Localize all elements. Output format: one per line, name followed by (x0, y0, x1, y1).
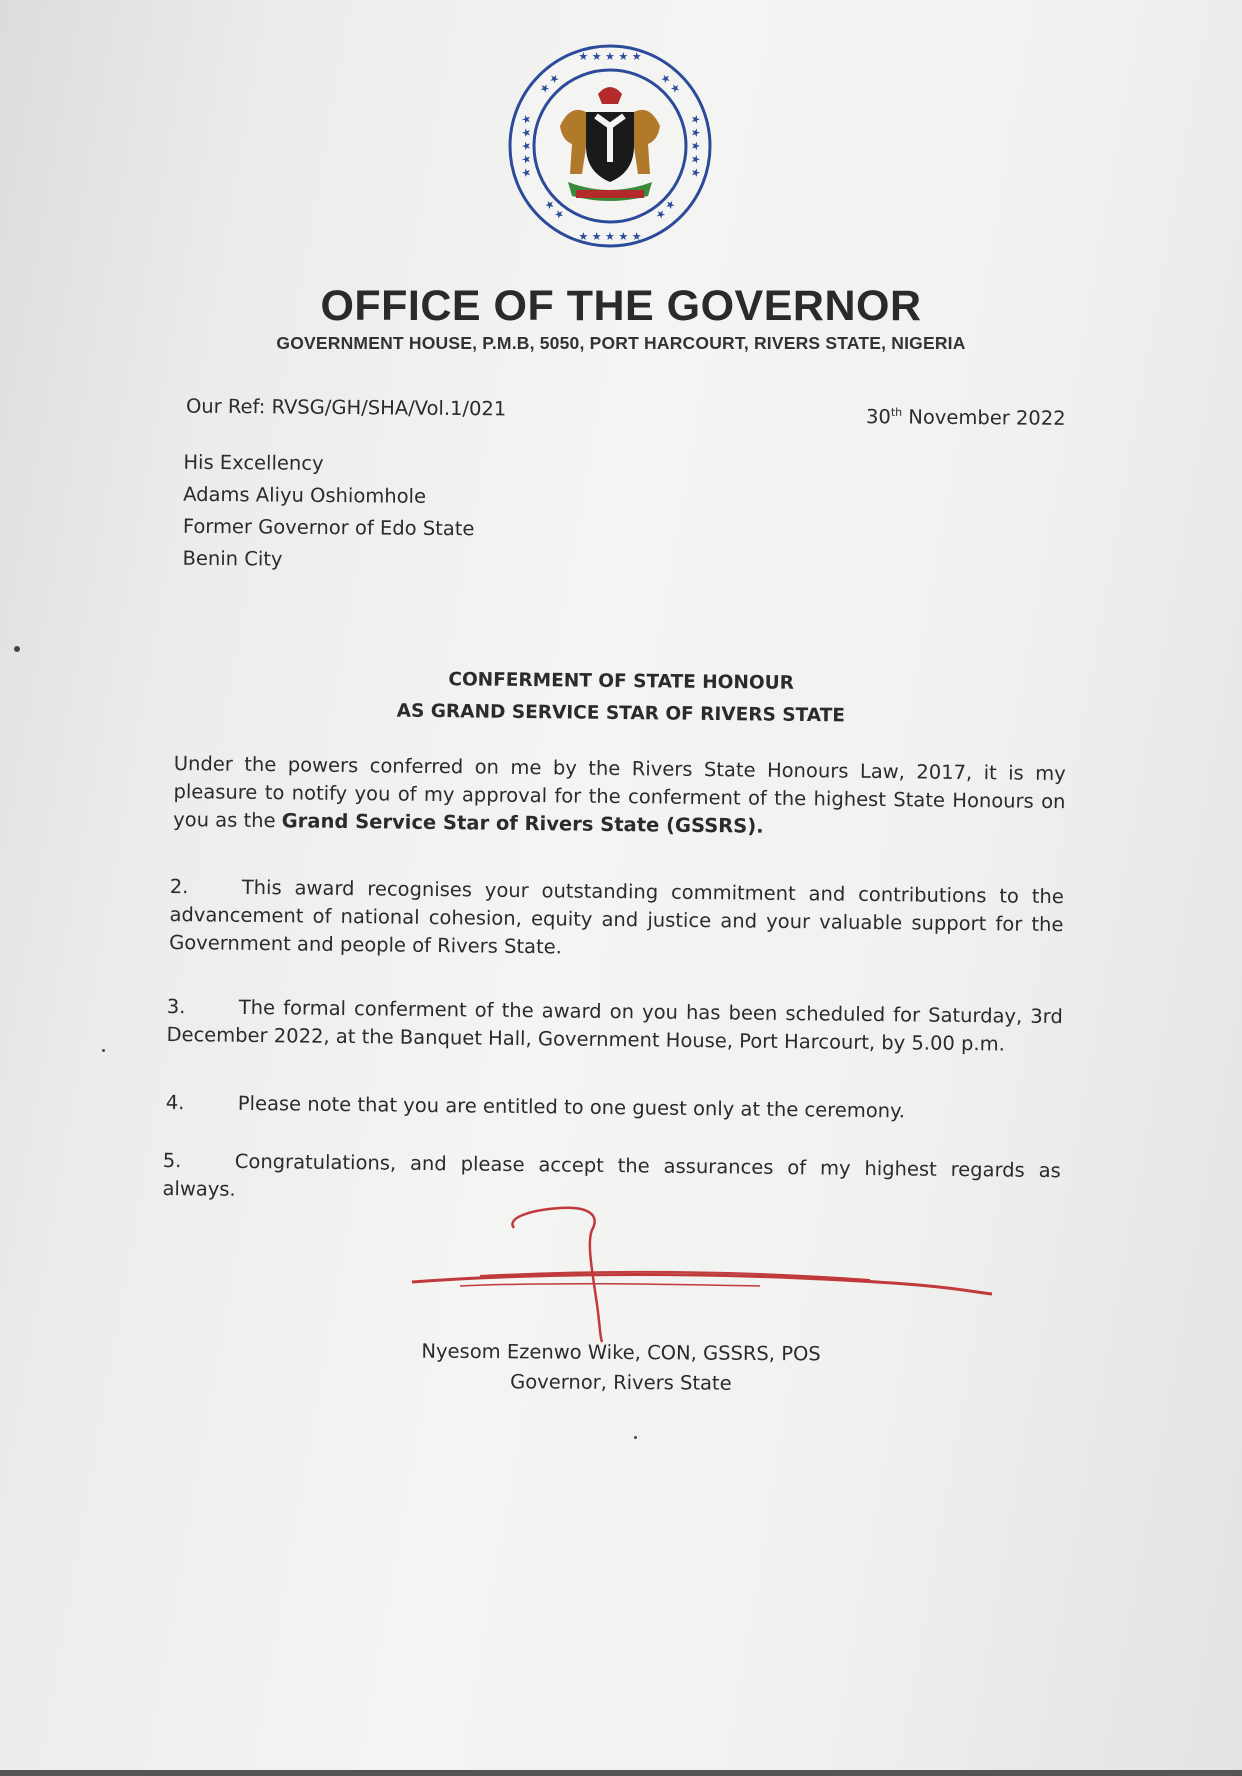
svg-text:★ ★ ★ ★ ★: ★ ★ ★ ★ ★ (520, 114, 533, 178)
handwritten-signature (400, 1190, 1000, 1350)
office-address: GOVERNMENT HOUSE, P.M.B, 5050, PORT HARCOURT, RIVERS STATE, NIGERIA (276, 333, 966, 353)
recipient-line: Benin City (182, 546, 283, 571)
coat-of-arms-seal-icon (506, 42, 714, 250)
svg-text:★ ★: ★ ★ (541, 196, 568, 223)
paragraph-2: 2. This award recognises your outstanding commitment and contributions to the advancement of national cohesion, equity and justice and your valuable support for the Government and people of Rivers State. (169, 874, 1064, 959)
office-title: OFFICE OF THE GOVERNOR (320, 282, 922, 330)
svg-text:★ ★: ★ ★ (536, 70, 563, 97)
svg-text:★ ★: ★ ★ (652, 196, 679, 223)
subject-line-1: CONFERMENT OF STATE HONOUR (448, 669, 795, 694)
paragraph-5: 5. Congratulations, and please accept the assurances of my highest regards as always. (162, 1148, 1061, 1201)
signatory-block (0, 1334, 1242, 1403)
paragraph-4: 4. Please note that you are entitled to one guest only at the ceremony. (165, 1090, 906, 1123)
recipient-line: His Excellency (183, 450, 324, 475)
signatory-name: Nyesom Ezenwo Wike, CON, GSSRS, POS (421, 1339, 821, 1366)
speck-mark (634, 1436, 637, 1439)
reference-number: Our Ref: RVSG/GH/SHA/Vol.1/021 (185, 394, 507, 421)
recipient-line: Adams Aliyu Oshiomhole (183, 482, 427, 508)
svg-text:★ ★: ★ ★ (657, 70, 684, 97)
letter-subject (0, 659, 1242, 736)
paragraph-3: 3. The formal conferment of the award on you has been scheduled for Saturday, 3rd December 2022, at the Banquet Hall, Government House, Port Harcourt, by 5.00 p.m. (166, 994, 1063, 1056)
recipient-block (182, 447, 475, 578)
subject-line-2: AS GRAND SERVICE STAR OF RIVERS STATE (396, 700, 846, 727)
speck-mark (14, 646, 20, 652)
letter-date: 30th November 2022 (865, 405, 1066, 430)
svg-text:★ ★ ★ ★ ★: ★ ★ ★ ★ ★ (578, 50, 642, 63)
award-name: Grand Service Star of Rivers State (GSSRS). (281, 809, 764, 838)
signatory-title: Governor, Rivers State (510, 1370, 732, 1395)
paragraph-1: Under the powers conferred on me by the Rivers State Honours Law, 2017, it is my pleasure to notify you of my approval for the conferment of the highest State Honours on you as the Grand Service Star of Rivers State (GSSRS). (173, 751, 1066, 838)
svg-text:★ ★ ★ ★ ★: ★ ★ ★ ★ ★ (578, 230, 642, 243)
svg-text:★ ★ ★ ★ ★: ★ ★ ★ ★ ★ (689, 114, 702, 178)
page-bottom-edge (0, 1770, 1242, 1776)
recipient-line: Former Governor of Edo State (182, 514, 475, 541)
speck-mark (102, 1049, 105, 1052)
